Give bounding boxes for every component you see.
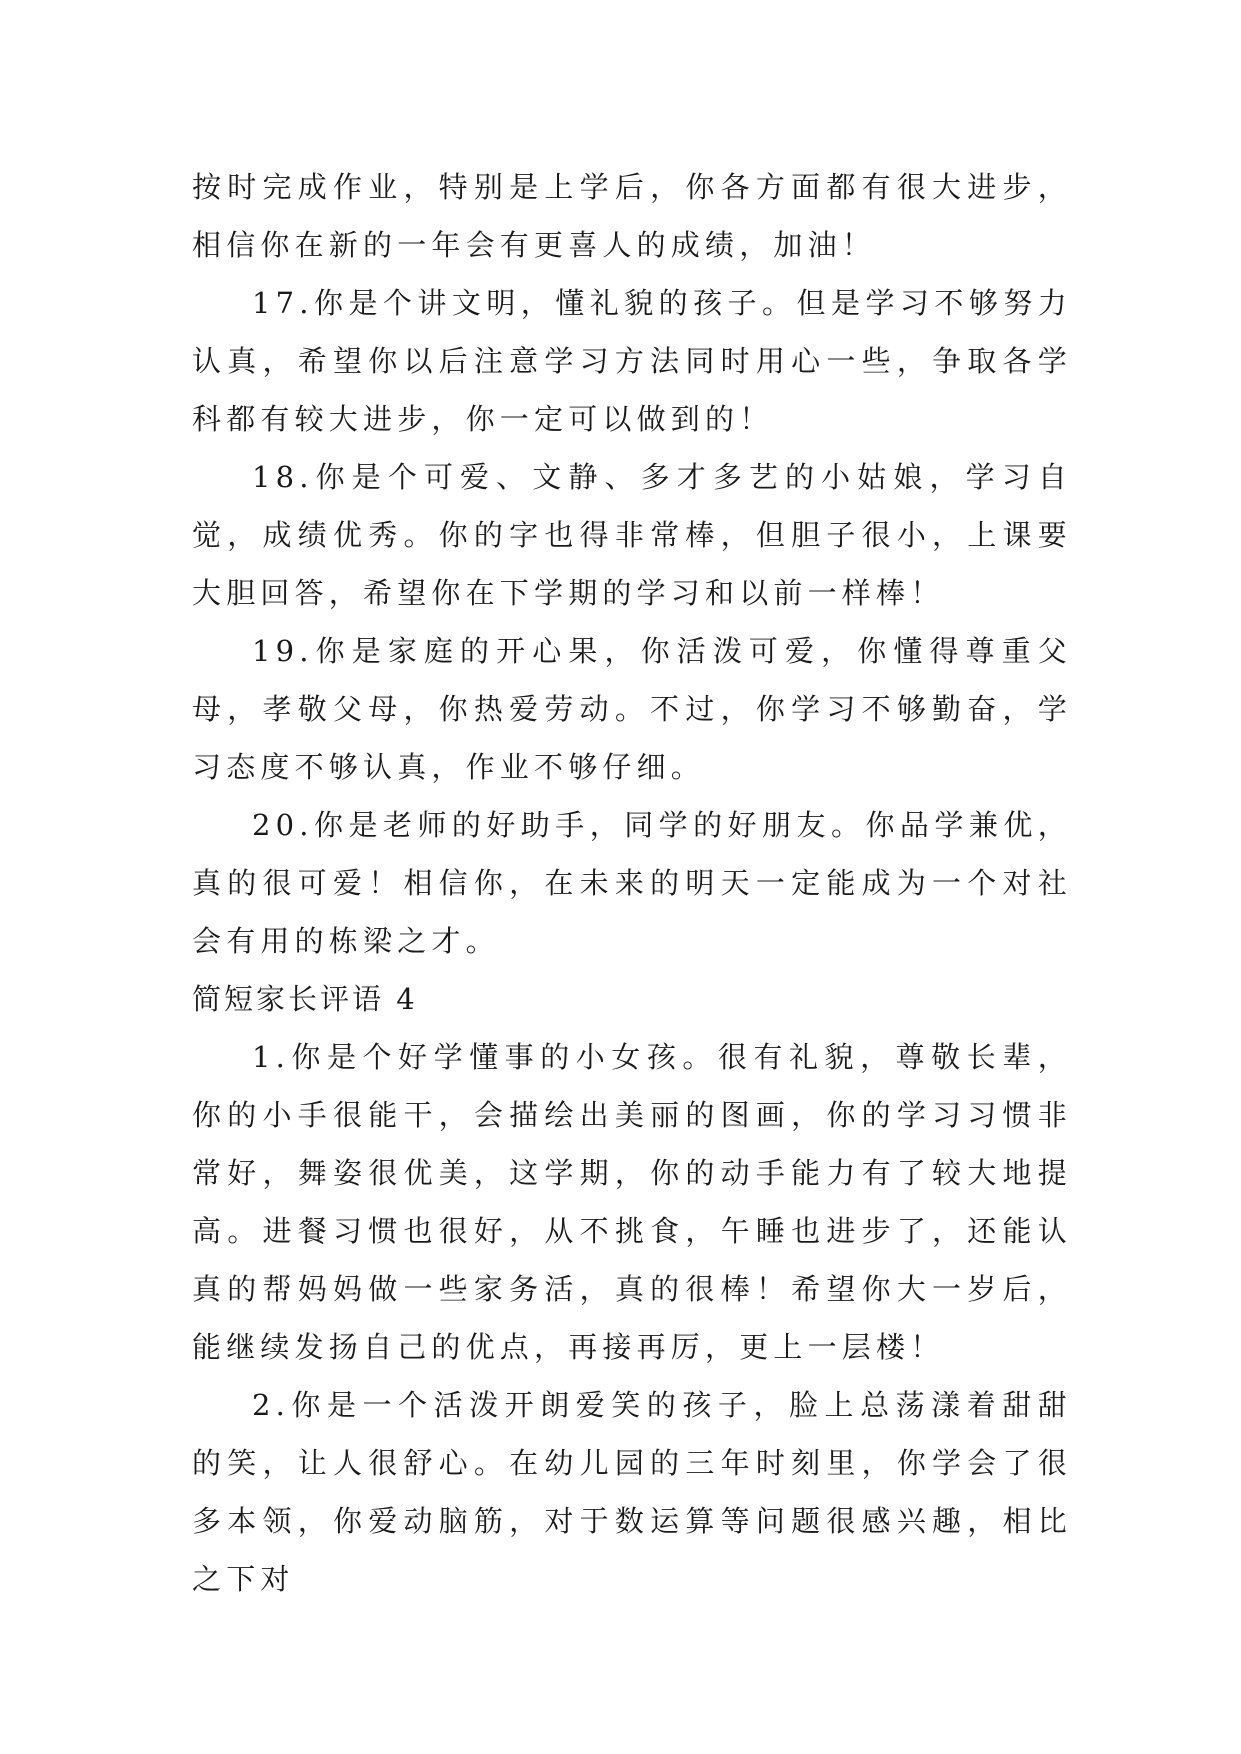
paragraph-item-2: 2.你是一个活泼开朗爱笑的孩子，脸上总荡漾着甜甜的笑，让人很舒心。在幼儿园的三年时刻里，你学会了很多本领，你爱动脑筋，对于数运算等问题很感兴趣，相比之下对 [192, 1388, 1072, 1596]
paragraph-item-19: 19.你是家庭的开心果，你活泼可爱，你懂得尊重父母，孝敬父母，你热爱劳动。不过，你学习不够勤奋，学习态度不够认真，作业不够仔细。 [192, 634, 1072, 784]
section-heading: 简短家长评语 4 [192, 982, 418, 1016]
paragraph-continuation: 按时完成作业，特别是上学后，你各方面都有很大进步，相信你在新的一年会有更喜人的成绩，加油！ [192, 170, 1072, 262]
paragraph-item-20: 20.你是老师的好助手，同学的好朋友。你品学兼优，真的很可爱！相信你，在未来的明天一定能成为一个对社会有用的栋梁之才。 [192, 808, 1072, 958]
paragraph-item-1: 1.你是个好学懂事的小女孩。很有礼貌，尊敬长辈，你的小手很能干，会描绘出美丽的图画，你的学习习惯非常好，舞姿很优美，这学期，你的动手能力有了较大地提高。进餐习惯也很好，从不挑食，午睡也进步了，还能认真的帮妈妈做一些家务活，真的很棒！希望你大一岁后，能继续发扬自己的优点，再接再厉，更上一层楼！ [192, 1040, 1072, 1364]
document-body [192, 158, 1072, 1608]
paragraph-item-18: 18.你是个可爱、文静、多才多艺的小姑娘，学习自觉，成绩优秀。你的字也得非常棒，但胆子很小，上课要大胆回答，希望你在下学期的学习和以前一样棒！ [192, 460, 1072, 610]
paragraph-item-17: 17.你是个讲文明，懂礼貌的孩子。但是学习不够努力认真，希望你以后注意学习方法同时用心一些，争取各学科都有较大进步，你一定可以做到的！ [192, 286, 1072, 436]
